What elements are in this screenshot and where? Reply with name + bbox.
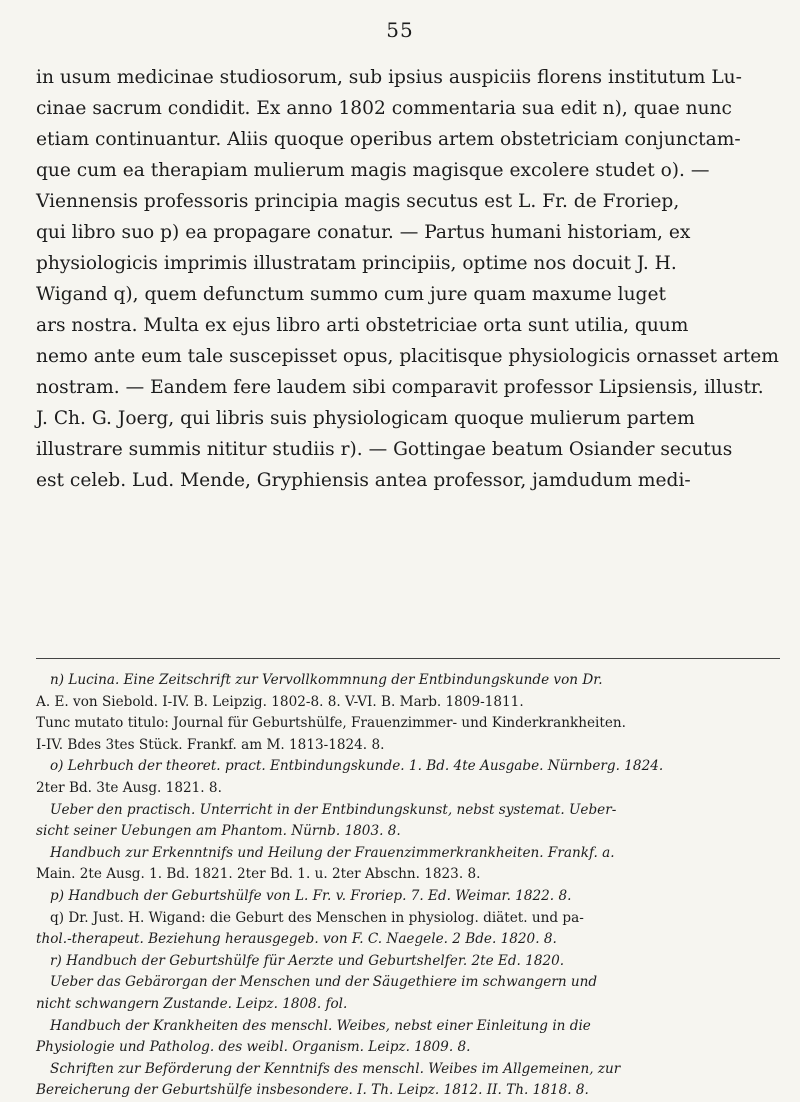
body-line: illustrare summis nititur studiis r). — Gottingae beatum Osiander secutus	[36, 439, 733, 460]
footnote-line: Handbuch zur Erkenntnifs und Heilung der Frauenzimmerkrankheiten. Frankf. a.	[50, 844, 615, 861]
body-text	[36, 62, 780, 496]
body-line: que cum ea therapiam mulierum magis magisque excolere studet o). —	[36, 160, 710, 181]
body-line: J. Ch. G. Joerg, qui libris suis physiologicam quoque mulierum partem	[36, 408, 695, 429]
body-line: qui libro suo p) ea propagare conatur. — Partus humani historiam, ex	[36, 222, 691, 243]
body-line: nemo ante eum tale suscepisset opus, placitisque physiologicis ornasset artem	[36, 346, 779, 367]
footnote-line: I-IV. Bdes 3tes Stück. Frankf. am M. 1813-1824. 8.	[36, 736, 385, 753]
body-line: etiam continuantur. Aliis quoque operibus artem obstetriciam conjunctam-	[36, 129, 741, 150]
body-line: est celeb. Lud. Mende, Gryphiensis antea professor, jamdudum medi-	[36, 470, 691, 491]
footnote-line: Physiologie und Patholog. des weibl. Organism. Leipz. 1809. 8.	[36, 1039, 471, 1056]
footnote-line: Main. 2te Ausg. 1. Bd. 1821. 2ter Bd. 1. u. 2ter Abschn. 1823. 8.	[36, 866, 481, 883]
page-number: 55	[386, 18, 414, 42]
footnote-line: Ueber den practisch. Unterricht in der Entbindungskunst, nebst systemat. Ueber-	[50, 801, 617, 818]
footnote-line: A. E. von Siebold. I-IV. B. Leipzig. 1802-8. 8. V-VI. B. Marb. 1809-1811.	[36, 693, 524, 710]
body-line: ars nostra. Multa ex ejus libro arti obstetriciae orta sunt utilia, quum	[36, 315, 689, 336]
footnote-line: 2ter Bd. 3te Ausg. 1821. 8.	[36, 779, 222, 796]
body-line: in usum medicinae studiosorum, sub ipsius auspiciis florens institutum Lu-	[36, 67, 742, 88]
footnote-line: Ueber das Gebärorgan der Menschen und der Säugethiere im schwangern und	[50, 974, 598, 991]
body-line: physiologicis imprimis illustratam principiis, optime nos docuit J. H.	[36, 253, 677, 274]
footnote-divider	[36, 658, 780, 659]
footnote-line: Bereicherung der Geburtshülfe insbesondere. I. Th. Leipz. 1812. II. Th. 1818. 8.	[36, 1082, 589, 1099]
footnote-line: q) Dr. Just. H. Wigand: die Geburt des Menschen in physiolog. diätet. und pa-	[50, 909, 584, 926]
body-line: Wigand q), quem defunctum summo cum jure quam maxume luget	[36, 284, 666, 305]
footnote-line: Tunc mutato titulo: Journal für Geburtshülfe, Frauenzimmer- und Kinderkrankheiten.	[36, 715, 626, 732]
body-line: cinae sacrum condidit. Ex anno 1802 commentaria sua edit n), quae nunc	[36, 98, 732, 119]
footnote-line: thol.-therapeut. Beziehung herausgegeb. von F. C. Naegele. 2 Bde. 1820. 8.	[36, 931, 557, 948]
footnotes	[36, 670, 780, 1102]
footnote-line: r) Handbuch der Geburtshülfe für Aerzte und Geburtshelfer. 2te Ed. 1820.	[50, 952, 565, 969]
footnote-line: Handbuch der Krankheiten des menschl. Weibes, nebst einer Einleitung in die	[50, 1017, 591, 1034]
body-line: nostram. — Eandem fere laudem sibi comparavit professor Lipsiensis, illustr.	[36, 377, 764, 398]
footnote-line: p) Handbuch der Geburtshülfe von L. Fr. v. Froriep. 7. Ed. Weimar. 1822. 8.	[50, 887, 572, 904]
footnote-line: o) Lehrbuch der theoret. pract. Entbindungskunde. 1. Bd. 4te Ausgabe. Nürnberg. 1824.	[50, 758, 664, 775]
footnote-line: n) Lucina. Eine Zeitschrift zur Vervollkommnung der Entbindungskunde von Dr.	[50, 672, 603, 688]
footnote-line: Schriften zur Beförderung der Kenntnifs des menschl. Weibes im Allgemeinen, zur	[50, 1060, 621, 1077]
footnote-line: nicht schwangern Zustande. Leipz. 1808. fol.	[36, 995, 348, 1012]
footnote-line: sicht seiner Uebungen am Phantom. Nürnb. 1803. 8.	[36, 823, 401, 840]
body-line: Viennensis professoris principia magis secutus est L. Fr. de Froriep,	[36, 191, 680, 212]
